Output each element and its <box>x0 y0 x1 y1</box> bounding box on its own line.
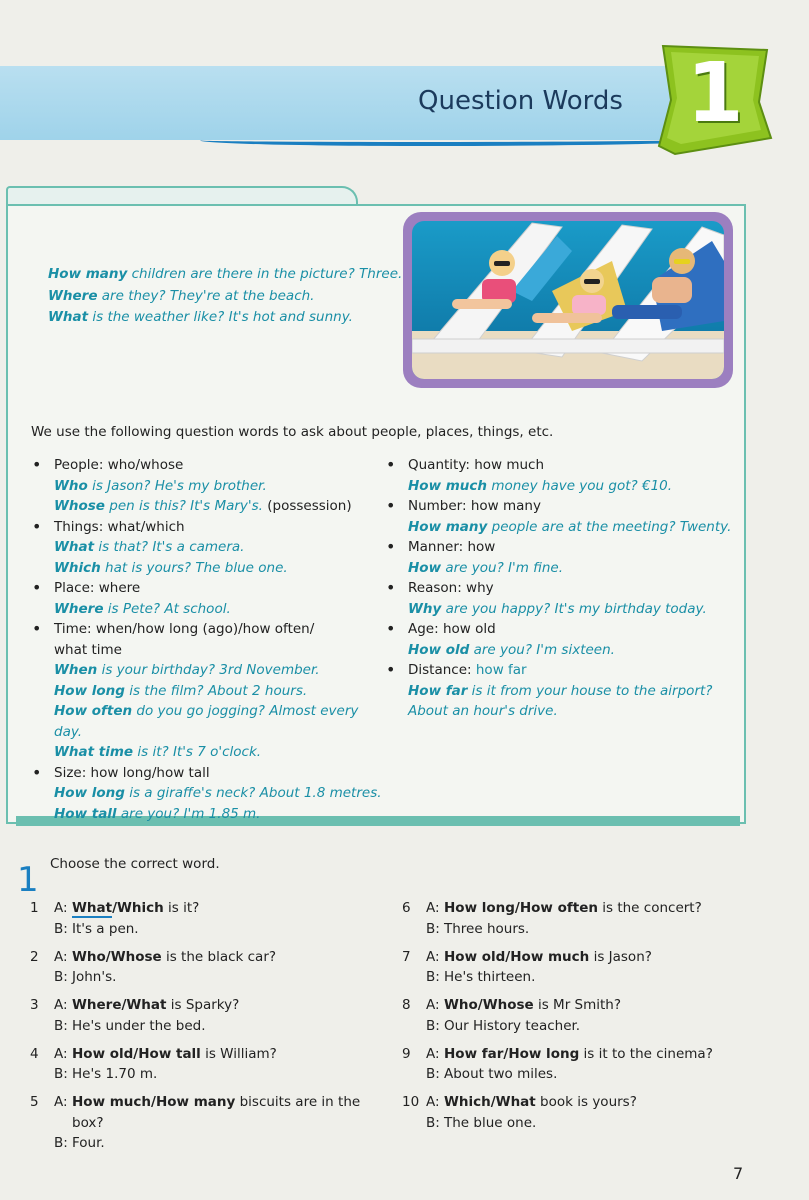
question-words-left-column <box>30 455 390 824</box>
word-choice[interactable]: Where/What <box>72 997 167 1013</box>
exercise-item: 1 A: What/Which is it? B: It's a pen. <box>30 900 200 937</box>
word-choice[interactable]: How far/How long <box>444 1045 580 1062</box>
example-line: How long is the film? About 2 hours. <box>54 682 308 699</box>
example-line: Why are you happy? It's my birthday today. <box>408 600 707 617</box>
exercise-item: 2 A: Who/Whose is the black car? B: John's. <box>30 948 277 985</box>
beach-photo <box>412 221 724 379</box>
exercise-item: 5 A: How much/How many biscuits are in the box? B: Four. <box>30 1094 361 1151</box>
category-size: • Size: how long/how tall <box>30 763 390 784</box>
example-line: How much money have you got? €10. <box>408 477 673 494</box>
exercise-item: 7 A: How old/How much is Jason? B: He's thirteen. <box>402 948 652 985</box>
category-time: • Time: when/how long (ago)/how often/ <box>30 619 390 640</box>
category-distance: • Distance: how far <box>384 660 744 681</box>
word-choice[interactable]: Who/Whose <box>72 948 162 965</box>
grammar-box-tab <box>6 186 358 206</box>
word-choice[interactable]: How old/How much <box>444 948 590 965</box>
intro-line: What is the weather like? It's hot and sunny. <box>48 309 353 325</box>
exercise-item: 4 A: How old/How tall is William? B: He's 1.70 m. <box>30 1045 277 1082</box>
example-line: When is your birthday? 3rd November. <box>54 662 320 678</box>
example-line: Who is Jason? He's my brother. <box>54 477 267 494</box>
category-time-cont: what time <box>54 641 122 658</box>
example-line: What is that? It's a camera. <box>54 539 245 555</box>
example-line: Where is Pete? At school. <box>54 600 231 617</box>
exercise-instruction: Choose the correct word. <box>50 856 220 872</box>
category-place: • Place: where <box>30 578 390 599</box>
exercise-item: 6 A: How long/How often is the concert? B: Three hours. <box>402 900 702 937</box>
word-choice[interactable]: Which/What <box>444 1094 536 1110</box>
word-choice[interactable]: How old/How tall <box>72 1045 201 1062</box>
beach-illustration <box>412 221 724 379</box>
exercise-item: 3 A: Where/What is Sparky? B: He's under the bed. <box>30 997 240 1034</box>
example-line: How far is it from your house to the airport? <box>408 682 713 699</box>
question-words-right-column <box>384 455 744 722</box>
word-choice[interactable]: How much/How many <box>72 1094 236 1110</box>
exercise-right-column <box>402 898 742 1141</box>
example-line: About an hour's drive. <box>408 703 558 719</box>
category-quantity: • Quantity: how much <box>384 455 744 476</box>
category-manner: • Manner: how <box>384 537 744 558</box>
selected-answer[interactable]: What <box>72 900 113 916</box>
example-line: Which hat is yours? The blue one. <box>54 559 288 576</box>
category-reason: • Reason: why <box>384 578 744 599</box>
exercise-item: 9 A: How far/How long is it to the cinema? B: About two miles. <box>402 1045 713 1082</box>
usage-explanation: We use the following question words to ask about people, places, things, etc. <box>31 424 554 440</box>
example-line: How are you? I'm fine. <box>408 559 564 576</box>
example-line: How old are you? I'm sixteen. <box>408 641 615 658</box>
unit-number: 1 <box>686 46 744 141</box>
category-age: • Age: how old <box>384 619 744 640</box>
example-line: How tall are you? I'm 1.85 m. <box>54 805 261 822</box>
example-line: Whose pen is this? It's Mary's. (possession) <box>54 498 352 514</box>
example-line: What time is it? It's 7 o'clock. <box>54 744 262 760</box>
intro-line: Where are they? They're at the beach. <box>48 287 315 304</box>
word-choice[interactable]: How long/How often <box>444 900 598 916</box>
photo-frame <box>403 212 733 388</box>
category-number: • Number: how many <box>384 496 744 517</box>
example-line: How many people are at the meeting? Twenty. <box>408 518 732 535</box>
word-choice[interactable]: Who/Whose <box>444 997 534 1013</box>
example-line: How long is a giraffe's neck? About 1.8 metres. <box>54 785 382 801</box>
intro-examples <box>48 264 402 329</box>
page-number: 7 <box>733 1164 744 1183</box>
exercise-item: 10 A: Which/What book is yours? B: The blue one. <box>402 1094 637 1131</box>
intro-line: How many children are there in the picture? Three. <box>48 266 403 282</box>
category-things: • Things: what/which <box>30 517 390 538</box>
exercise-item: 8 A: Who/Whose is Mr Smith? B: Our History teacher. <box>402 997 622 1034</box>
category-people: • People: who/whose <box>30 455 390 476</box>
example-line: How often do you go jogging? Almost every day. <box>54 703 359 740</box>
exercise-left-column <box>30 898 370 1161</box>
page-title: Question Words <box>418 86 623 116</box>
exercise-number: 1 <box>17 860 39 900</box>
